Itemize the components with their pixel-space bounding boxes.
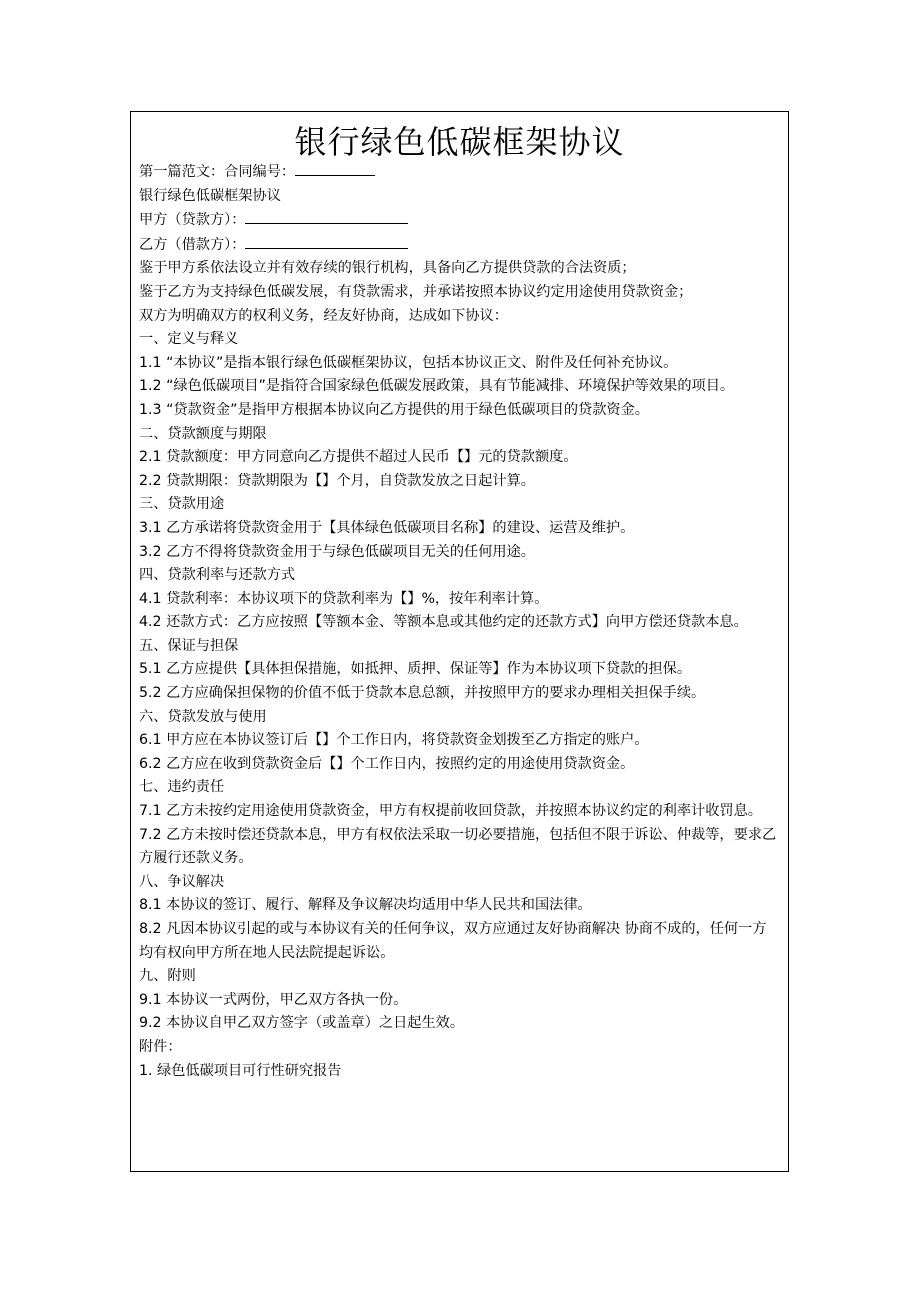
- clause: 5.2 乙方应确保担保物的价值不低于贷款本息总额，并按照甲方的要求办理相关担保手续。: [139, 685, 706, 702]
- contract-number-blank: [295, 160, 375, 176]
- party-a-line: [139, 208, 780, 233]
- section-heading: 六、贷款发放与使用: [139, 708, 267, 725]
- attachments-label: 附件：: [139, 1038, 182, 1055]
- party-a-blank: [245, 208, 408, 224]
- party-a-label: 甲方（贷款方）：: [139, 212, 246, 229]
- clause: 1.1 “本协议”是指本银行绿色低碳框架协议，包括本协议正文、附件及任何补充协议。: [139, 354, 678, 371]
- attachment-item: 1. 绿色低碳项目可行性研究报告: [139, 1062, 342, 1079]
- clause: 9.1 本协议一式两份，甲乙双方各执一份。: [139, 991, 408, 1008]
- clause: 7.1 乙方未按约定用途使用贷款资金，甲方有权提前收回贷款，并按照本协议约定的利率计收罚息。: [139, 803, 762, 820]
- section-heading: 九、附则: [139, 968, 196, 985]
- section-heading: 四、贷款利率与还款方式: [139, 567, 296, 584]
- section-heading: 三、贷款用途: [139, 496, 225, 513]
- clause: 6.1 甲方应在本协议签订后【】个工作日内，将贷款资金划拨至乙方指定的账户。: [139, 732, 649, 749]
- clause: 4.2 还款方式：乙方应按照【等额本金、等额本息或其他约定的还款方式】向甲方偿还贷款本息。: [139, 614, 748, 631]
- section-heading: 七、违约责任: [139, 779, 225, 796]
- section-heading: 二、贷款额度与期限: [139, 425, 267, 442]
- document-title: 银行绿色低碳框架协议: [294, 123, 625, 161]
- section-heading: 八、争议解决: [139, 873, 225, 890]
- clause: 7.2 乙方未按时偿还贷款本息，甲方有权依法采取一切必要措施，包括但不限于诉讼、仲裁等，要求乙方履行还款义务。: [139, 826, 777, 867]
- clause: 6.2 乙方应在收到贷款资金后【】个工作日内，按照约定的用途使用贷款资金。: [139, 755, 635, 772]
- clause: 5.1 乙方应提供【具体担保措施，如抵押、质押、保证等】作为本协议项下贷款的担保。: [139, 661, 692, 678]
- section-heading: 一、定义与释义: [139, 331, 239, 348]
- clause: 2.2 贷款期限：贷款期限为【】个月，自贷款发放之日起计算。: [139, 472, 535, 489]
- contract-number-line: [139, 160, 780, 185]
- preamble-paragraph: 鉴于甲方系依法设立并有效存续的银行机构，具备向乙方提供贷款的合法资质；: [139, 260, 636, 277]
- clause: 9.2 本协议自甲乙双方签字（或盖章）之日起生效。: [139, 1015, 465, 1032]
- preamble-paragraph: 鉴于乙方为支持绿色低碳发展，有贷款需求，并承诺按照本协议约定用途使用贷款资金；: [139, 283, 693, 300]
- clause: 2.1 贷款额度：甲方同意向乙方提供不超过人民币【】元的贷款额度。: [139, 449, 578, 466]
- clause: 8.2 凡因本协议引起的或与本协议有关的任何争议，双方应通过友好协商解决 协商不成的，任何一方均有权向甲方所在地人民法院提起诉讼。: [139, 921, 767, 961]
- clause: 4.1 贷款利率：本协议项下的贷款利率为【】%，按年利率计算。: [139, 590, 549, 607]
- clause: 1.2 “绿色低碳项目”是指符合国家绿色低碳发展政策，具有节能减排、环境保护等效果的项目。: [139, 378, 735, 395]
- agreement-subtitle: 银行绿色低碳框架协议: [139, 187, 281, 204]
- document-frame: [130, 111, 789, 1172]
- clause: 1.3 “贷款资金”是指甲方根据本协议向乙方提供的用于绿色低碳项目的贷款资金。: [139, 401, 649, 418]
- document-body: [139, 160, 780, 1083]
- party-b-blank: [245, 233, 408, 249]
- clause: 3.1 乙方承诺将贷款资金用于【具体绿色低碳项目名称】的建设、运营及维护。: [139, 519, 635, 536]
- contract-number-label: 第一篇范文：合同编号：: [139, 164, 296, 180]
- party-b-line: [139, 233, 780, 258]
- clause: 8.1 本协议的签订、履行、解释及争议解决均适用中华人民共和国法律。: [139, 897, 592, 914]
- party-b-label: 乙方（借款方）：: [139, 236, 246, 253]
- preamble-paragraph: 双方为明确双方的权利义务，经友好协商，达成如下协议：: [139, 307, 508, 324]
- clause: 3.2 乙方不得将贷款资金用于与绿色低碳项目无关的任何用途。: [139, 543, 535, 560]
- section-heading: 五、保证与担保: [139, 637, 239, 654]
